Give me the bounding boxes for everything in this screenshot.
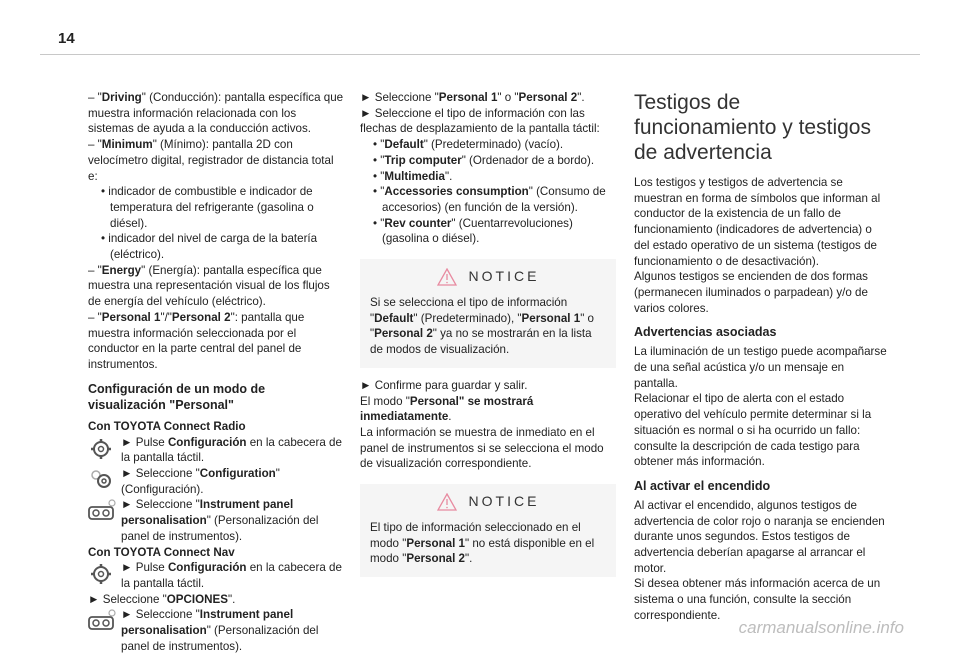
info-type-label: Multimedia bbox=[384, 169, 445, 183]
nav-heading: Con TOYOTA Connect Nav bbox=[88, 545, 235, 559]
minimum-bullet-2: • indicador del nivel de carga de la batería (eléctrico). bbox=[101, 232, 318, 262]
warning-triangle-icon bbox=[437, 493, 457, 511]
assoc-text-2: Relacionar el tipo de alerta con el estado operativo del vehículo permite determinar si la situación es normal o si ha ocurrido un fallo: consulte la descripción de cada testigo para obtener más información. bbox=[634, 392, 872, 469]
info-type-item: • "Trip computer" (Ordenador de a bordo). bbox=[373, 153, 595, 167]
pulse-post: en la cabecera de la pantalla táctil. bbox=[121, 435, 342, 465]
instrument-panel-icon bbox=[88, 498, 116, 522]
column-1 bbox=[88, 90, 344, 655]
header-divider bbox=[40, 54, 920, 55]
energy-text: (Energía): pantalla específica que muestra una representación visual de los flujos de energía del vehículo (eléctrico). bbox=[88, 263, 330, 309]
info-type-text: " (Cuentarrevoluciones) (gasolina o diésel). bbox=[382, 216, 573, 246]
pulse-pre: Pulse bbox=[132, 561, 168, 575]
instr-post: " (Personalización del panel de instrumentos). bbox=[121, 514, 319, 543]
p1-label: Personal 1 bbox=[438, 91, 498, 104]
notice-text: Si se selecciona el tipo de información "Default" (Predeterminado), "Personal 1" o "Personal 2" ya no se mostrarán en la lista de modos de visualización. bbox=[370, 296, 594, 357]
warning-triangle-icon bbox=[437, 268, 457, 286]
config-heading: Configuración de un modo de visualización "Personal" bbox=[88, 381, 266, 412]
column-3 bbox=[634, 90, 888, 624]
driving-item: – "Driving" (Conducción): pantalla específica que muestra información relacionada con los sistemas de ayuda a la conducción activos. bbox=[88, 91, 344, 136]
notice-title: NOTICE bbox=[468, 493, 540, 510]
nav-step-3: ► Seleccione "Instrument panel personalisation" (Personalización del panel de instrumentos). bbox=[88, 607, 344, 654]
assoc-heading: Advertencias asociadas bbox=[634, 325, 777, 340]
energy-item: – "Energy" (Energía): pantalla específica que muestra una representación visual de los flujos de energía del vehículo (eléctrico). bbox=[88, 263, 330, 309]
intro-text: Los testigos y testigos de advertencia se muestran en forma de símbolos que informan al conductor de la existencia de un fallo de funcionamiento (indicadores de advertencia) o del estado operativo de un sistema (testigos de funcionamiento o de desactivación). bbox=[634, 176, 881, 268]
info-type-label: Accessories consumption bbox=[384, 185, 529, 199]
info-text: La información se muestra de inmediato en el panel de instrumentos si se selecciona el modo de visualización correspondiente. bbox=[360, 425, 604, 471]
personal-item: – "Personal 1"/"Personal 2": pantalla que muestra información seleccionada por el conductor en la parte central del panel de instrumentos. bbox=[88, 310, 305, 371]
minimum-bullet-text: indicador de combustible e indicador de temperatura del refrigerante (gasolina o diésel). bbox=[108, 185, 314, 230]
notice-box-1 bbox=[360, 259, 616, 368]
arrows-text: Seleccione el tipo de información con las flechas de desplazamiento de la pantalla táctil: bbox=[360, 106, 600, 136]
minimum-text: (Mínimo): pantalla 2D con velocímetro digital, registrador de distancia total e: bbox=[88, 138, 334, 183]
personal2-label: Personal 2 bbox=[171, 310, 231, 324]
info-type-text: " (Consumo de accesorios) (en función de la versión). bbox=[382, 185, 606, 214]
nav-step-1: ► Pulse Configuración en la cabecera de la pantalla táctil. bbox=[88, 560, 344, 591]
instrument-panel-icon bbox=[88, 608, 116, 632]
confirm-text: Confirme para guardar y salir. bbox=[371, 378, 528, 392]
info-type-item: • "Default" (Predeterminado) (vacío). bbox=[373, 138, 564, 152]
minimum-bullet-1: • indicador de combustible e indicador de temperatura del refrigerante (gasolina o diésel). bbox=[101, 185, 314, 230]
select-pre: Seleccione " bbox=[132, 608, 200, 622]
pulse-post: en la cabecera de la pantalla táctil. bbox=[121, 561, 342, 590]
gear-icon bbox=[88, 561, 116, 585]
select-personal-step: ► Seleccione "Personal 1" o "Personal 2". bbox=[360, 91, 585, 104]
select-pre: Seleccione " bbox=[132, 467, 200, 481]
pulse-bold: Configuración bbox=[167, 561, 247, 575]
instr-post: " (Personalización del panel de instrumentos). bbox=[121, 624, 319, 653]
select-pre: Seleccione " bbox=[132, 498, 200, 512]
info-type-item: • "Accessories consumption" (Consumo de accesorios) (en función de la versión). bbox=[373, 185, 606, 214]
minimum-item: – "Minimum" (Mínimo): pantalla 2D con velocímetro digital, registrador de distancia total e: bbox=[88, 138, 334, 183]
info-type-text: " (Ordenador de a bordo). bbox=[461, 153, 595, 167]
ignition-heading: Al activar el encendido bbox=[634, 478, 771, 493]
driving-text: (Conducción): pantalla específica que muestra información relacionada con los sistemas de ayuda a la conducción activos. bbox=[88, 91, 344, 136]
radio-step-1: ► Pulse Configuración en la cabecera de la pantalla táctil. bbox=[88, 435, 344, 466]
notice-title: NOTICE bbox=[468, 268, 540, 285]
confirm-step: ► Confirme para guardar y salir. bbox=[360, 378, 528, 392]
personal1-label: Personal 1 bbox=[101, 310, 161, 324]
notice-text: El tipo de información seleccionado en el modo "Personal 1" no está disponible en el modo "Personal 2". bbox=[370, 521, 595, 566]
ignition-text: Al activar el encendido, algunos testigos de advertencia de color rojo o naranja se encienden durante unos segundos. Estos testigos de advertencia deberían apagarse al arrancar el motor. bbox=[634, 498, 885, 575]
notice-header bbox=[370, 259, 606, 295]
radio-heading: Con TOYOTA Connect Radio bbox=[88, 419, 246, 433]
minimum-bullet-text: indicador del nivel de carga de la batería (eléctrico). bbox=[108, 232, 318, 262]
arrows-step: ► Seleccione el tipo de información con las flechas de desplazamiento de la pantalla táctil: bbox=[360, 106, 600, 136]
info-type-label: Default bbox=[384, 138, 424, 152]
select-config-bold: Configuration bbox=[199, 467, 276, 481]
info-type-item: • "Rev counter" (Cuentarrevoluciones) (gasolina o diésel). bbox=[373, 216, 573, 246]
select-config-post: " (Configuración). bbox=[121, 467, 280, 496]
info-type-item: • "Multimedia". bbox=[373, 169, 453, 183]
energy-label: Energy bbox=[101, 263, 142, 277]
ignition-text-2: Si desea obtener más información acerca de un sistema o una función, consulte la sección correspondiente. bbox=[634, 577, 881, 622]
pulse-bold: Configuración bbox=[167, 435, 247, 449]
section-title: Testigos de funcionamiento y testigos de advertencia bbox=[634, 91, 871, 164]
intro-text-2: Algunos testigos se encienden de dos formas (permanecen iluminados o parpadean) y/o de varios colores. bbox=[634, 270, 868, 315]
info-type-label: Rev counter bbox=[384, 216, 452, 230]
sel-end: ". bbox=[577, 91, 585, 104]
info-type-text: ". bbox=[444, 169, 453, 183]
pulse-pre: Pulse bbox=[132, 435, 168, 449]
options-pre: Seleccione " bbox=[99, 592, 167, 606]
page-number: 14 bbox=[58, 30, 75, 47]
radio-step-3: ► Seleccione "Instrument panel personalisation" (Personalización del panel de instrumentos). bbox=[88, 497, 344, 544]
options-bold: OPCIONES bbox=[166, 592, 228, 606]
instr-bold: Instrument panel personalisation bbox=[121, 498, 294, 528]
watermark: carmanualsonline.info bbox=[738, 618, 904, 637]
info-type-text: " (Predeterminado) (vacío). bbox=[423, 138, 564, 152]
column-2 bbox=[360, 90, 616, 577]
mode-text: El modo "Personal" se mostrará inmediatamente. bbox=[360, 394, 534, 424]
gears-icon bbox=[88, 467, 116, 491]
gear-icon bbox=[88, 436, 116, 460]
radio-step-2: ► Seleccione "Configuration" (Configuración). bbox=[88, 466, 344, 497]
driving-label: Driving bbox=[101, 91, 142, 104]
sel-pre: Seleccione " bbox=[371, 91, 439, 104]
assoc-text: La iluminación de un testigo puede acompañarse de una señal acústica y/o un mensaje en pantalla. bbox=[634, 345, 887, 390]
p2-label: Personal 2 bbox=[518, 91, 578, 104]
notice-header bbox=[370, 484, 606, 520]
nav-step-2: ► Seleccione "OPCIONES". bbox=[88, 592, 236, 606]
info-type-label: Trip computer bbox=[384, 153, 462, 167]
personal-text: : pantalla que muestra información seleccionada por el conductor en la parte central del panel de instrumentos. bbox=[88, 310, 305, 371]
minimum-label: Minimum bbox=[101, 138, 153, 152]
options-post: ". bbox=[227, 592, 236, 606]
notice-box-2 bbox=[360, 484, 616, 577]
instr-bold: Instrument panel personalisation bbox=[121, 608, 294, 638]
o-text: " o " bbox=[497, 91, 519, 104]
